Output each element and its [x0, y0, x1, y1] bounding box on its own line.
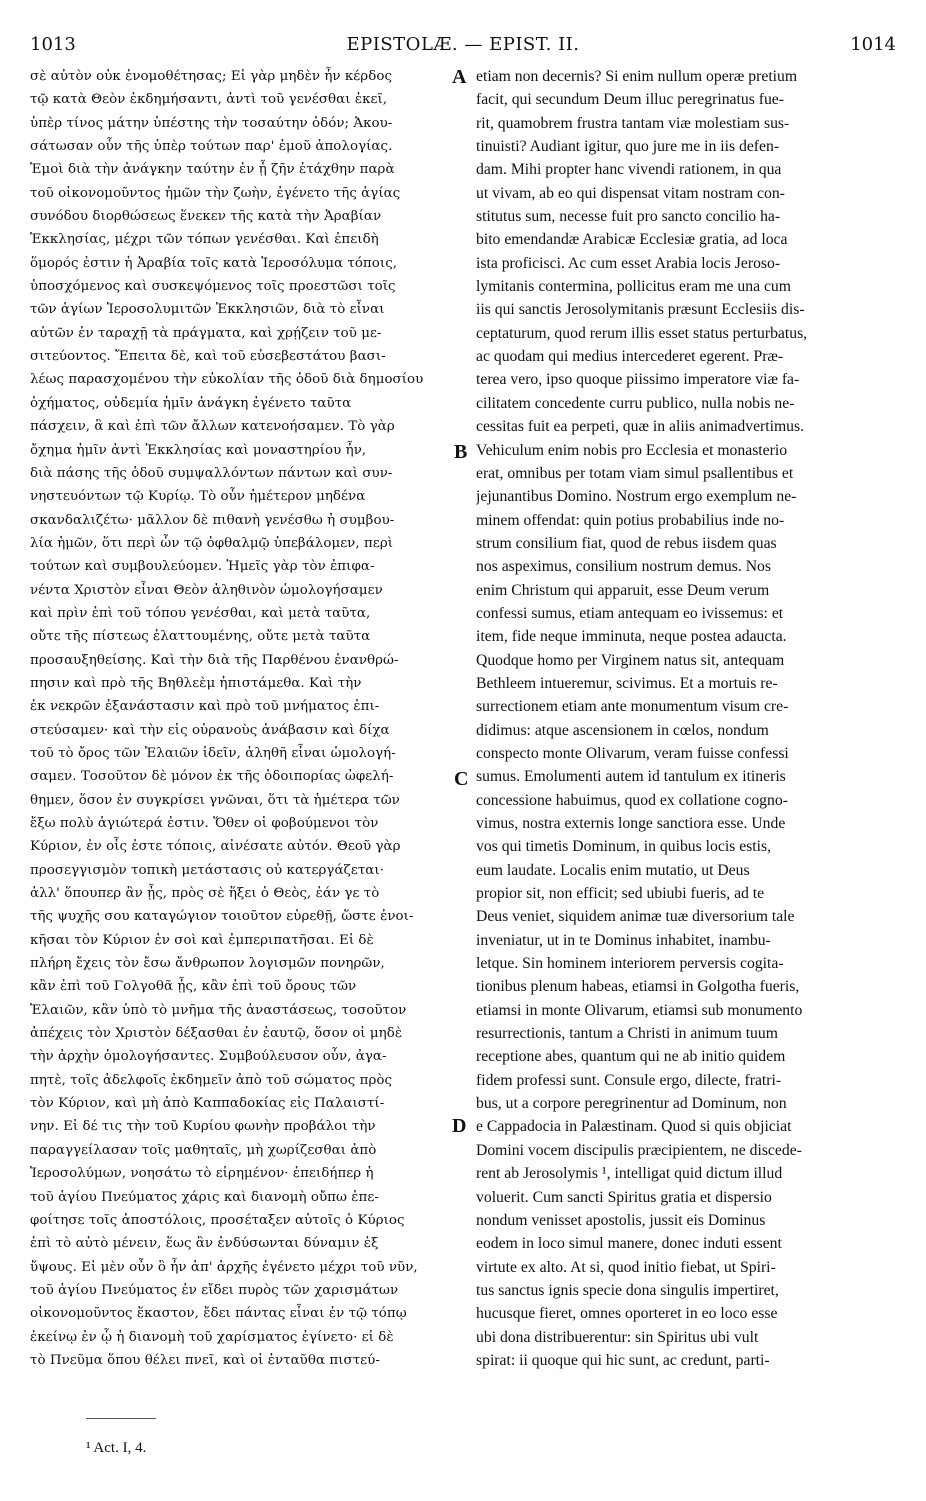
- greek-text-line: θημεν, ὅσον ἐν συγκρίσει γνῶναι, ὅτι τὰ ἡμέτερα τῶν: [30, 792, 400, 808]
- greek-text-line: Ἐκκλησίας, μέχρι τῶν τόπων γενέσθαι. Καὶ ἐπειδὴ: [30, 232, 379, 248]
- latin-text-line: vos qui timetis Dominum, in quibus locis estis,: [476, 838, 772, 856]
- latin-text-line: hucusque fieret, omnes oporteret in eo loco esse: [476, 1305, 778, 1323]
- greek-text-line: καὶ πρὶν ἐπὶ τοῦ τόπου γενέσθαι, καὶ μετὰ ταῦτα,: [30, 605, 371, 621]
- latin-text-line: fidem professi sunt. Consule ergo, dilecte, fratri-: [476, 1071, 782, 1089]
- latin-text-line: letque. Sin hominem interiorem perversis cogita-: [476, 955, 784, 973]
- greek-text-line: ἀλλ' ὅπουπερ ἂν ᾖς, πρὸς σὲ ἥξει ὁ Θεὸς, ἐάν γε τὸ: [30, 886, 380, 902]
- page-number-left: 1013: [30, 34, 76, 55]
- greek-text-line: πάσχειν, ἃ καὶ ἐπὶ τῶν ἄλλων κατενοήσαμεν. Τὸ γὰρ: [30, 419, 395, 435]
- latin-text-line: strum consilium fiat, quod de rebus iisdem quas: [476, 534, 777, 552]
- greek-text-line: οὔτε τῆς πίστεως ἐλαττουμένης, οὔτε μετὰ ταῦτα: [30, 629, 371, 645]
- greek-text-line: διὰ πάσης τῆς ὁδοῦ συμψαλλόντων πάντων καὶ συν-: [30, 465, 393, 481]
- latin-text-line: minem offendat: quin potius probabilius inde no-: [476, 511, 785, 529]
- greek-text-line: Ἱεροσολύμων, νοησάτω τὸ εἰρημένον· ἐπειδήπερ ἡ: [30, 1166, 374, 1182]
- page-number-right: 1014: [850, 34, 896, 55]
- latin-text-line: tus sanctus ignis specie dona singulis impertiret,: [476, 1281, 779, 1299]
- greek-text-line: Ἐμοὶ διὰ τὴν ἀνάγκην ταύτην ἐν ᾗ ζῆν ἐτάχθην παρὰ: [30, 162, 395, 178]
- latin-text-line: etiam non decernis? Si enim nullum operæ pretium: [476, 68, 798, 85]
- footnote-rule: [86, 1418, 156, 1419]
- greek-text-line: τῶν ἁγίων Ἱεροσολυμιτῶν Ἐκκλησιῶν, διὰ τὸ εἶναι: [30, 302, 385, 318]
- latin-text-line: etiamsi in monte Olivarum, etiamsi sub monumento: [476, 1001, 803, 1019]
- latin-text-line: ac quodam qui medius intercederet egerent. Præ-: [476, 348, 784, 366]
- greek-text-line: προσεγγισμὸν τοπικὴ μετάστασις οὐ κατεργάζεται·: [30, 862, 385, 878]
- greek-text-line: συνόδου διορθώσεως ἕνεκεν τῆς κατὰ τὴν Ἀραβίαν: [30, 209, 382, 225]
- latin-text-line: receptione abes, quantum qui ne ab initio quidem: [476, 1048, 786, 1066]
- latin-text-line: ceptaturum, quod rerum illis esset status perturbatus,: [476, 324, 808, 342]
- greek-text-line: νηστευόντων τῷ Κυρίῳ. Τὸ οὖν ἡμέτερον μηδένα: [30, 489, 366, 505]
- latin-text-line: Deus veniet, siquidem animæ tuæ diversorium tale: [476, 908, 795, 926]
- greek-text-line: ὅμορός ἐστιν ἡ Ἀραβία τοῖς κατὰ Ἱεροσόλυμα τόποις,: [30, 255, 398, 271]
- latin-column: [476, 65, 900, 1372]
- greek-text-line: Ἐλαιῶν, κἂν ὑπὸ τὸ μνῆμα τῆς ἀναστάσεως, τοσοῦτον: [30, 1002, 407, 1018]
- greek-text-line: τῆς ψυχῆς σου καταγώγιον τοιοῦτον εὑρεθῇ, ὥστε ἐνοι-: [30, 909, 414, 925]
- greek-text-line: ἔξω πολὺ ἁγιώτερά ἐστιν. Ὅθεν οἱ φοβούμενοι τὸν: [30, 816, 379, 831]
- latin-text-line: virtute ex alto. At si, quod initio fiebat, ut Spiri-: [476, 1258, 776, 1276]
- greek-text-line: αὐτῶν ἐν ταραχῇ τὰ πράγματα, καὶ χρῄζειν τοῦ με-: [30, 325, 382, 341]
- latin-text-line: Quodque homo per Virginem natus sit, antequam: [476, 651, 785, 669]
- latin-text-line: eodem in loco simul manere, donec induti essent: [476, 1235, 782, 1253]
- greek-text-line: ἀπέχεις τὸν Χριστὸν δέξασθαι ἐν ἑαυτῷ, ὅσον οἱ μηδὲ: [30, 1026, 403, 1042]
- greek-text-line: ὑπὲρ τίνος μάτην ὑπέστης τὴν τοσαύτην ὁδόν; Ἀκου-: [30, 115, 393, 131]
- greek-text-line: λέως παρασχομένου τὴν εὐκολίαν τῆς ὁδοῦ διὰ δημοσίου: [30, 372, 424, 388]
- latin-text-line: Domini vocem discipulis præcipientem, ne discede-: [476, 1141, 802, 1159]
- latin-text-line: stitutus sum, necesse fuit pro sancto concilio ha-: [476, 208, 781, 226]
- greek-text-line: πλήρη ἔχεις τὸν ἔσω ἄνθρωπον λογισμῶν πονηρῶν,: [30, 956, 385, 972]
- latin-text-line: rit, quamobrem frustra tantam viæ molestiam sus-: [476, 114, 790, 132]
- greek-text-line: τὸν Κύριον, καὶ μὴ ἀπὸ Καππαδοκίας εἰς Παλαιστί-: [30, 1096, 385, 1112]
- greek-text-line: τὸ Πνεῦμα ὅπου θέλει πνεῖ, καὶ οἱ ἐνταῦθα πιστεύ-: [30, 1352, 380, 1368]
- greek-text-line: ἐκ νεκρῶν ἐξανάστασιν καὶ πρὸ τοῦ μνήματος ἐπι-: [30, 699, 380, 715]
- greek-text-line: φοίτησε τοῖς ἀποστόλοις, προσέταξεν αὐτοῖς ὁ Κύριος: [30, 1212, 405, 1228]
- greek-text-line: ὕψους. Εἰ μὲν οὖν ὃ ἦν ἀπ' ἀρχῆς ἐγένετο μέχρι τοῦ νῦν,: [30, 1259, 418, 1275]
- greek-text-line: πητὲ, τοῖς ἀδελφοῖς ἐκδημεῖν ἀπὸ τοῦ σώματος πρὸς: [30, 1072, 393, 1088]
- greek-text-line: τούτων καὶ συμβουλεύομεν. Ἡμεῖς γὰρ τὸν ἐπιφα-: [30, 559, 375, 575]
- latin-text-line: cessitas fuit ea perpeti, quæ in aliis animadvertimus.: [476, 418, 805, 436]
- greek-text-line: τοῦ τὸ ὄρος τῶν Ἐλαιῶν ἰδεῖν, ἀληθῆ εἶναι ὡμολογή-: [30, 745, 396, 761]
- latin-text-line: vimus, nostra externis longe sanctiora esse. Unde: [476, 815, 786, 832]
- latin-text-line: didimus: atque ascensionem in cœlos, nondum: [476, 721, 769, 739]
- latin-text-line: bito emendandæ Arabicæ Ecclesiæ gratia, ad loca: [476, 231, 788, 249]
- greek-column: [30, 65, 462, 1372]
- greek-text-line: τῷ κατὰ Θεὸν ἐκδημήσαντι, ἀντὶ τοῦ γενέσθαι ἐκεῖ,: [30, 92, 388, 108]
- greek-text-line: στεύσαμεν· καὶ τὴν εἰς οὐρανοὺς ἀνάβασιν καὶ δίχα: [30, 722, 390, 738]
- latin-text-line: resurrectionis, tantum a Christi in animum tuum: [476, 1025, 778, 1043]
- section-marker-a: A: [452, 66, 467, 88]
- latin-text-line: conspecto monte Olivarum, veram fuisse confessi: [476, 744, 789, 762]
- greek-text-line: νην. Εἰ δέ τις τὴν τοῦ Κυρίου φωνὴν προβάλοι τὴν: [30, 1119, 376, 1135]
- latin-text-line: ubi dona distribuerentur: sin Spiritus ubi vult: [476, 1328, 759, 1346]
- greek-text-line: σιτεύοντος. Ἔπειτα δὲ, καὶ τοῦ εὐσεβεστάτου βασι-: [30, 349, 386, 365]
- latin-text-line: bus, ut a corpore peregrinentur ad Dominum, non: [476, 1095, 787, 1113]
- greek-text-line: κἂν ἐπὶ τοῦ Γολγοθᾶ ᾖς, κἂν ἐπὶ τοῦ ὄρους τῶν: [30, 979, 357, 995]
- latin-text-line: cilitatem concedente curru publico, nulla nobis ne-: [476, 394, 795, 412]
- section-marker-d: D: [452, 1115, 467, 1137]
- latin-text-line: rent ab Jerosolymis ¹, intelligat quid dictum illud: [476, 1165, 783, 1183]
- latin-text-line: eum laudate. Localis enim mutatio, ut Deus: [476, 861, 750, 879]
- greek-text-line: λία ἡμῶν, ὅτι περὶ ὧν τῷ ὀφθαλμῷ ὑπεβάλομεν, περὶ: [30, 535, 394, 551]
- greek-text-line: τὴν ἀρχὴν ὁμολογήσαντες. Συμβούλευσον οὖν, ἀγα-: [30, 1049, 387, 1065]
- greek-text-line: οἰκονομοῦντος ἕκαστον, ἔδει πάντας εἶναι ἐν τῷ τόπῳ: [30, 1306, 407, 1322]
- latin-text-line: inveniatur, ut in te Dominus inhabitet, inambu-: [476, 931, 771, 949]
- greek-text-line: νέντα Χριστὸν εἶναι Θεὸν ἀληθινὸν ὡμολογήσαμεν: [30, 582, 383, 598]
- greek-text-line: ἐπὶ τὸ αὐτὸ μένειν, ἕως ἂν ἐνδύσωνται δύναμιν ἐξ: [30, 1236, 379, 1252]
- latin-text-line: tionibus plenum habeas, etiamsi in Golgotha fueris,: [476, 978, 800, 996]
- greek-text-line: ὀχήματος, οὐδεμία ἡμῖν ἀνάγκη ἐγένετο ταῦτα: [30, 395, 352, 411]
- running-title: EPISTOLÆ. — EPIST. II.: [346, 34, 580, 55]
- greek-text-line: τοῦ ἁγίου Πνεύματος χάρις καὶ διανομὴ οὔπω ἐπε-: [30, 1189, 379, 1205]
- footnote: ¹ Act. I, 4.: [86, 1440, 147, 1456]
- greek-text-line: σάτωσαν οὖν τῆς ὑπὲρ τούτων παρ' ἐμοῦ ἀπολογίας.: [30, 139, 393, 155]
- latin-text-line: sumus. Emolumenti autem id tantulum ex itineris: [476, 768, 786, 786]
- section-marker-b: B: [454, 441, 468, 463]
- latin-text-line: iis qui sanctis Jerosolymitanis præsunt Ecclesiis dis-: [476, 301, 805, 319]
- latin-text-line: nondum venisset apostolis, jussit eis Dominus: [476, 1211, 766, 1229]
- greek-text-line: Κύριον, ἐν οἷς ἐστε τόποις, αἰνέσατε αὐτόν. Θεοῦ γὰρ: [30, 839, 401, 855]
- greek-text-line: κῆσαι τὸν Κύριον ἐν σοὶ καὶ ἐμπεριπατῆσαι. Εἰ δὲ: [30, 932, 374, 948]
- greek-text-line: σὲ αὐτὸν οὐκ ἐνομοθέτησας; Εἰ γὰρ μηδὲν ἦν κέρδος: [30, 69, 392, 84]
- latin-text-line: dam. Mihi propter hanc vivendi rationem, in qua: [476, 161, 782, 179]
- greek-text-line: ὄχημα ἡμῖν ἀντὶ Ἐκκλησίας καὶ μοναστηρίου ἦν,: [30, 442, 367, 458]
- latin-text-line: terea vero, ipso quoque piissimo imperatore viæ fa-: [476, 371, 800, 389]
- greek-text-line: σαμεν. Τοσοῦτον δὲ μόνον ἐκ τῆς ὁδοιπορίας ὠφελή-: [30, 769, 394, 785]
- latin-text-line: voluerit. Cum sancti Spiritus gratia et dispersio: [476, 1188, 772, 1206]
- section-marker-c: C: [454, 768, 469, 790]
- latin-text-line: Bethleem intueremur, scivimus. Et a mortuis re-: [476, 674, 778, 692]
- greek-text-line: ὑποσχόμενος καὶ συσκεψόμενος τοῖς προεστῶσι τοῖς: [30, 279, 396, 295]
- greek-text-line: τοῦ ἁγίου Πνεύματος ἐν εἴδει πυρὸς τῶν χαρισμάτων: [30, 1282, 399, 1298]
- latin-text-line: tinuisti? Audiant igitur, quo jure me in iis defen-: [476, 138, 780, 156]
- greek-text-line: πησιν καὶ πρὸ τῆς Βηθλεὲμ ἠπιστάμεθα. Καὶ τὴν: [30, 675, 362, 691]
- greek-text-line: παραγγείλασαν τοῖς μαθηταῖς, μὴ χωρίζεσθαι ἀπὸ: [30, 1142, 377, 1158]
- latin-text-line: erat, omnibus per totam viam simul psallentibus et: [476, 464, 794, 482]
- latin-text-line: Vehiculum enim nobis pro Ecclesia et monasterio: [476, 441, 788, 459]
- latin-text-line: lymitanis contermina, pollicitus eram me una cum: [476, 278, 791, 296]
- page-header: [30, 34, 896, 58]
- latin-text-line: e Cappadocia in Palæstinam. Quod si quis objiciat: [476, 1118, 792, 1136]
- latin-text-line: ut vivam, ab eo qui dispensat vitam nostram con-: [476, 184, 785, 202]
- latin-text-line: facit, qui secundum Deum illuc peregrinatus fue-: [476, 91, 784, 109]
- greek-text-line: τοῦ οἰκονομοῦντος ἡμῶν τὴν ζωὴν, ἐγένετο τῆς ἁγίας: [30, 185, 401, 201]
- latin-text-line: concessione habuimus, quod ex collatione cogno-: [476, 791, 788, 809]
- latin-text-line: enim Christum qui apparuit, esse Deum verum: [476, 581, 770, 599]
- latin-text-line: ista proficisci. Ac cum esset Arabia locis Jeroso-: [476, 254, 781, 272]
- latin-text-line: item, fide neque imminuta, neque postea adaucta.: [476, 628, 787, 646]
- latin-text-line: surrectionem etiam ante monumentum visum cre-: [476, 698, 789, 716]
- latin-text-line: confessi sumus, etiam antequam eo ivissemus: et: [476, 604, 784, 622]
- latin-text-line: nos aspeximus, consilium nostrum demus. Nos: [476, 558, 772, 576]
- latin-text-line: jejunantibus Domino. Nostrum ergo exemplum ne-: [476, 488, 797, 506]
- latin-text-line: propior sit, non efficit; sed ubiubi fueris, ad te: [476, 885, 765, 903]
- greek-text-line: ἐκείνῳ ἐν ᾧ ἡ διανομὴ τοῦ χαρίσματος ἐγίνετο· εἰ δὲ: [30, 1329, 394, 1345]
- greek-text-line: σκανδαλιζέτω· μᾶλλον δὲ πιθανὴ γενέσθω ἡ συμβου-: [30, 512, 395, 528]
- latin-text-line: spirat: ii quoque qui hic sunt, ac credunt, parti-: [476, 1351, 770, 1369]
- greek-text-line: προσαυξηθείσης. Καὶ τὴν διὰ τῆς Παρθένου ἐνανθρώ-: [30, 652, 399, 668]
